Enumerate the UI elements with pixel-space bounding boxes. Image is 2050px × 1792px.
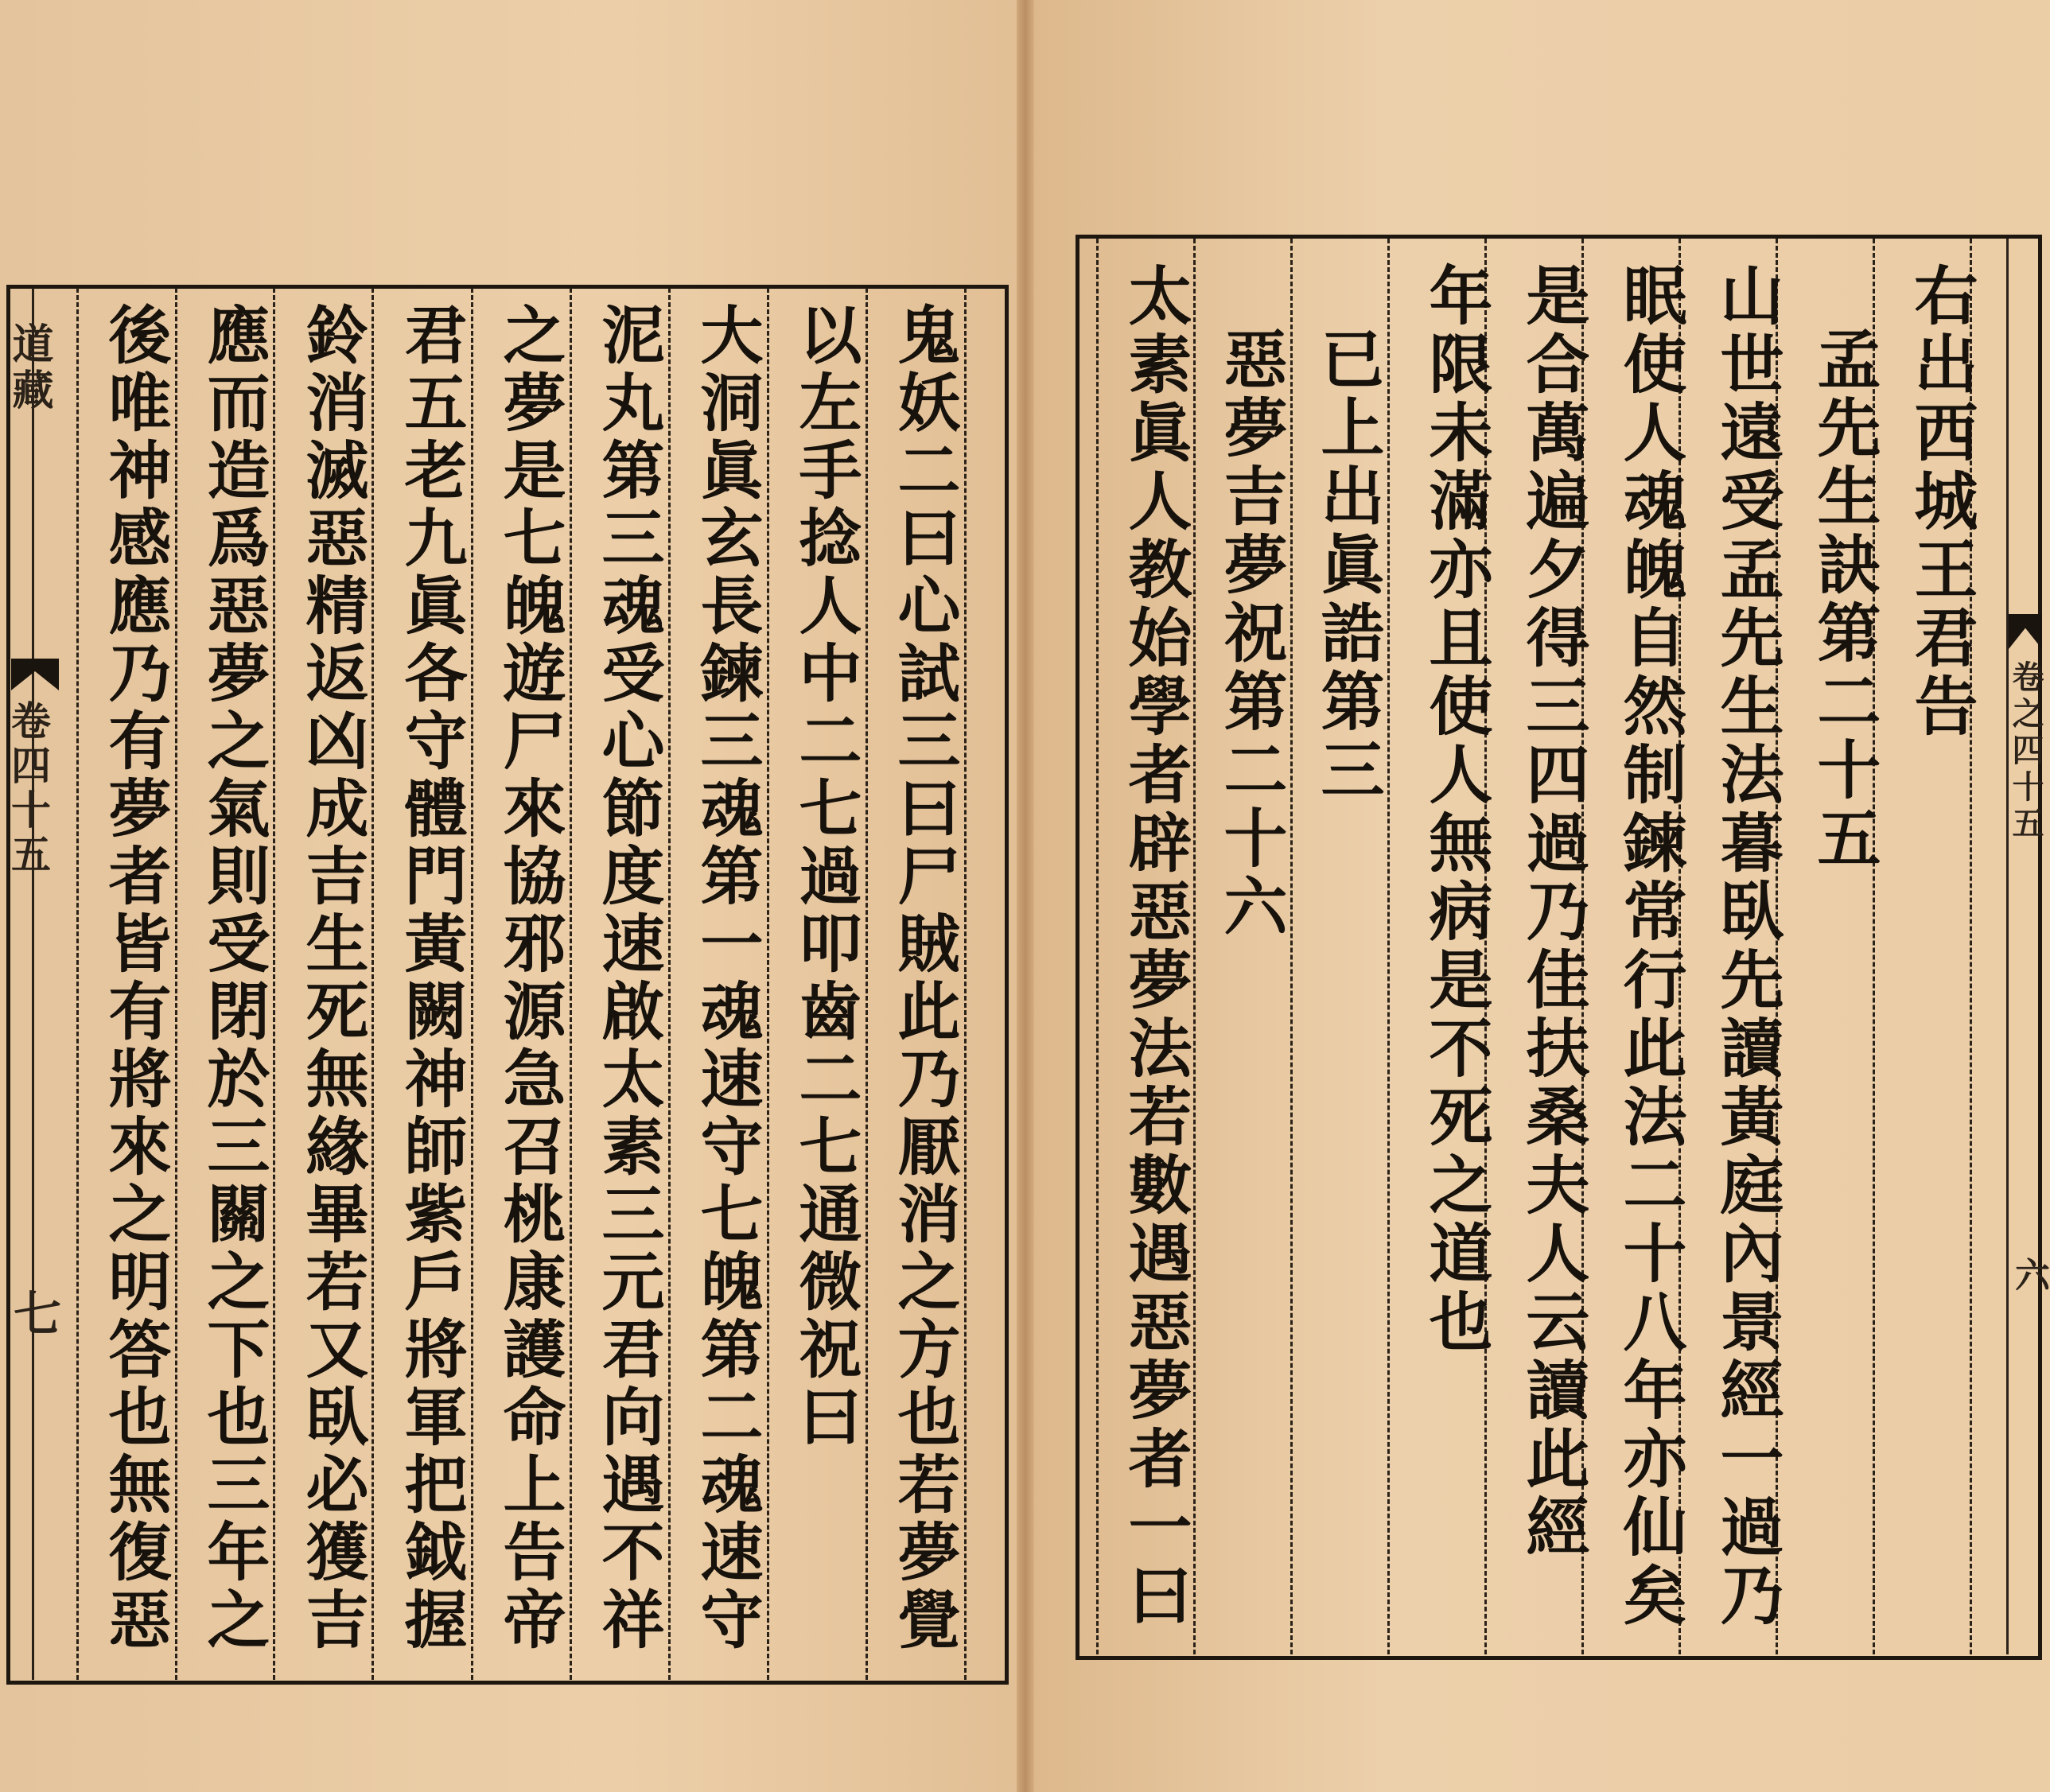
text-column-left-8: 應而造爲惡夢之氣則受閉於三關之下也三年之: [196, 302, 270, 1654]
text-column-left-6: 君五老九眞各守體門黃闕神師紫戶將軍把鉞握: [394, 302, 468, 1654]
text-column-left-1: 鬼妖二曰心試三曰尸賊此乃厭消之方也若夢覺: [887, 302, 961, 1654]
margin-juan-right: 卷之四十五: [2007, 660, 2044, 843]
margin-juan-left: 卷四十五: [5, 700, 52, 878]
text-column-left-9: 後唯神感應乃有夢者皆有將來之明答也無復惡: [98, 302, 172, 1654]
text-column-left-2: 以左手捻人中二七過叩齒二七通微祝曰: [788, 302, 862, 1452]
text-column-left-3: 大洞眞玄長鍊三魂第一魂速守七魄第二魂速守: [690, 302, 764, 1654]
text-column-right-7: 已上出眞誥第三: [1310, 326, 1385, 805]
margin-folio-left: 七: [6, 1289, 61, 1341]
text-column-right-1: 右出西城王君告: [1904, 262, 1978, 741]
text-column-right-8: 惡夢吉夢祝第二十六: [1213, 326, 1288, 942]
text-column-left-4: 泥丸第三魂受心節度速啟太素三元君向遇不祥: [591, 302, 665, 1654]
margin-title-left: 道藏: [5, 322, 53, 414]
text-column-left-7: 鈴消滅惡精返凶成吉生死無緣畢若又臥必獲吉: [295, 302, 369, 1654]
margin-folio-right: 六: [2009, 1257, 2049, 1296]
text-column-right-5: 是合萬遍夕得三四過乃佳扶桑夫人云讀此經: [1515, 262, 1590, 1562]
book-gutter: [1017, 0, 1034, 1792]
text-column-right-3: 山世遠受孟先生法暮臥先讀黃庭內景經一過乃: [1710, 262, 1784, 1631]
text-column-right-4: 眠使人魂魄自然制鍊常行此法二十八年亦仙矣: [1612, 262, 1687, 1631]
text-column-right-9: 太素眞人教始學者辟惡夢法若數遇惡夢者一曰: [1118, 262, 1192, 1631]
text-column-left-5: 之夢是七魄遊尸來協邪源急召桃康護命上告帝: [492, 302, 566, 1654]
text-column-right-2: 孟先生訣第二十五: [1807, 326, 1881, 873]
text-column-right-6: 年限未滿亦且使人無病是不死之道也: [1418, 262, 1493, 1357]
